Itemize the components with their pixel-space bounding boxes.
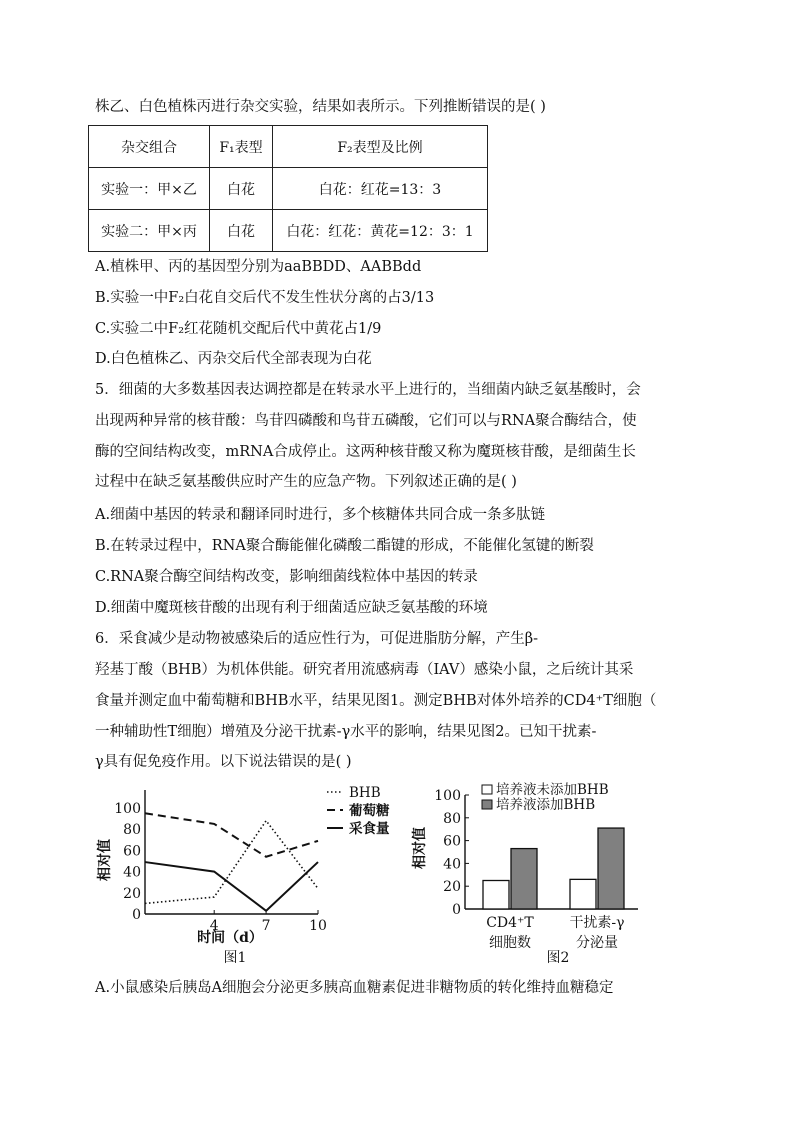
table-header-cell: F₂表型及比例 (273, 126, 488, 168)
x-tick-label: 7 (261, 918, 271, 934)
table-cell: 白花 (210, 210, 273, 252)
bar-1 (483, 881, 509, 910)
legend-label: BHB (349, 785, 381, 801)
q5-option-c: C.RNA聚合酶空间结构改变，影响细菌线粒体中基因的转录 (95, 569, 478, 585)
legend-swatch (482, 785, 492, 794)
q4-option-a: A.植株甲、丙的基因型分别为aaBBDD、AABBdd (95, 259, 422, 275)
y-tick-label: 0 (132, 907, 141, 923)
bar-2 (511, 849, 537, 909)
y-tick-label: 20 (443, 879, 461, 896)
table-header-cell: F₁表型 (210, 126, 273, 168)
figure-1-line-chart (95, 782, 405, 970)
q6-stem-line: 一种辅助性T细胞）增殖及分泌干扰素-γ水平的影响，结果见图2。已知干扰素- (95, 724, 597, 740)
q5-stem-line: 出现两种异常的核苷酸：鸟苷四磷酸和鸟苷五磷酸，它们可以与RNA聚合酶结合，使 (95, 413, 637, 429)
q6-option-a: A.小鼠感染后胰岛A细胞会分泌更多胰高血糖素促进非糖物质的转化维持血糖稳定 (95, 980, 614, 996)
table-header-cell: 杂交组合 (89, 126, 210, 168)
table-cell: 白花：红花=13：3 (273, 168, 488, 210)
y-tick-label: 80 (123, 822, 141, 839)
y-tick-label: 60 (123, 843, 141, 860)
bar-1 (570, 879, 596, 909)
q4-option-b: B.实验一中F₂白花自交后代不发生性状分离的占3/13 (95, 290, 435, 306)
y-tick-label: 100 (114, 801, 141, 817)
q5-option-d: D.细菌中魔斑核苷酸的出现有利于细菌适应缺乏氨基酸的环境 (95, 600, 488, 616)
cross-results-table (88, 125, 488, 252)
q6-stem-line: 6．采食减少是动物被感染后的适应性行为，可促进脂肪分解，产生β- (95, 631, 539, 647)
table-row (89, 168, 488, 210)
figure-caption: 图2 (546, 950, 570, 966)
q5-stem-line: 过程中在缺乏氨基酸供应时产生的应急产物。下列叙述正确的是( ) (95, 474, 517, 490)
table-cell: 白花 (210, 168, 273, 210)
bar-2 (598, 828, 624, 909)
legend-label: 培养液未添加BHB (496, 782, 609, 798)
table-cell: 白花：红花：黄花=12：3：1 (273, 210, 488, 252)
q5-option-b: B.在转录过程中，RNA聚合酶能催化磷酸二酯键的形成，不能催化氢键的断裂 (95, 538, 594, 554)
table-cell: 实验一：甲×乙 (89, 168, 210, 210)
figure-2-bar-chart (410, 782, 660, 970)
q5-option-a: A.细菌中基因的转录和翻译同时进行，多个核糖体共同合成一条多肽链 (95, 507, 546, 523)
q4-option-d: D.白色植株乙、丙杂交后代全部表现为白花 (95, 351, 372, 367)
series-line-1 (145, 821, 318, 904)
x-tick-label: 4 (209, 918, 219, 934)
y-tick-label: 40 (123, 864, 141, 881)
q4-option-c: C.实验二中F₂红花随机交配后代中黄花占1/9 (95, 321, 382, 337)
table-header-row (89, 126, 488, 168)
legend-swatch (482, 800, 492, 809)
q6-stem-line: γ具有促免疫作用。以下说法错误的是( ) (95, 754, 352, 770)
x-category-label: 分泌量 (576, 935, 618, 951)
q5-stem-line: 5．细菌的大多数基因表达调控都是在转录水平上进行的，当细菌内缺乏氨基酸时，会 (95, 382, 641, 398)
y-tick-label: 20 (123, 885, 141, 902)
question-4-intro: 株乙、白色植株丙进行杂交实验，结果如表所示。下列推断错误的是( ) (95, 99, 546, 115)
y-tick-label: 60 (443, 833, 461, 850)
series-line-3 (145, 862, 318, 911)
x-axis-label: 时间（d） (197, 930, 263, 946)
series-line-2 (145, 813, 318, 856)
y-axis-label: 相对值 (412, 827, 428, 869)
y-tick-label: 100 (434, 788, 461, 804)
x-category-label: 干扰素-γ (569, 915, 625, 931)
x-tick-label: 10 (309, 918, 327, 934)
legend-label: 培养液添加BHB (496, 797, 596, 813)
q5-stem-line: 酶的空间结构改变，mRNA合成停止。这两种核苷酸又称为魔斑核苷酸，是细菌生长 (95, 444, 636, 460)
y-tick-label: 40 (443, 856, 461, 873)
legend-label: 葡萄糖 (349, 803, 390, 819)
x-category-label: CD4⁺T (486, 915, 534, 931)
table-cell: 实验二：甲×丙 (89, 210, 210, 252)
y-tick-label: 0 (452, 902, 461, 918)
table-row (89, 210, 488, 252)
figure-caption: 图1 (223, 950, 247, 966)
legend-label: 采食量 (349, 821, 390, 837)
y-tick-label: 80 (443, 810, 461, 827)
q6-stem-line: 食量并测定血中葡萄糖和BHB水平，结果见图1。测定BHB对体外培养的CD4⁺T细胞（ (95, 693, 657, 709)
x-category-label: 细胞数 (489, 935, 531, 951)
y-axis-label: 相对值 (97, 839, 113, 881)
q6-stem-line: 羟基丁酸（BHB）为机体供能。研究者用流感病毒（IAV）感染小鼠，之后统计其采 (95, 662, 634, 678)
